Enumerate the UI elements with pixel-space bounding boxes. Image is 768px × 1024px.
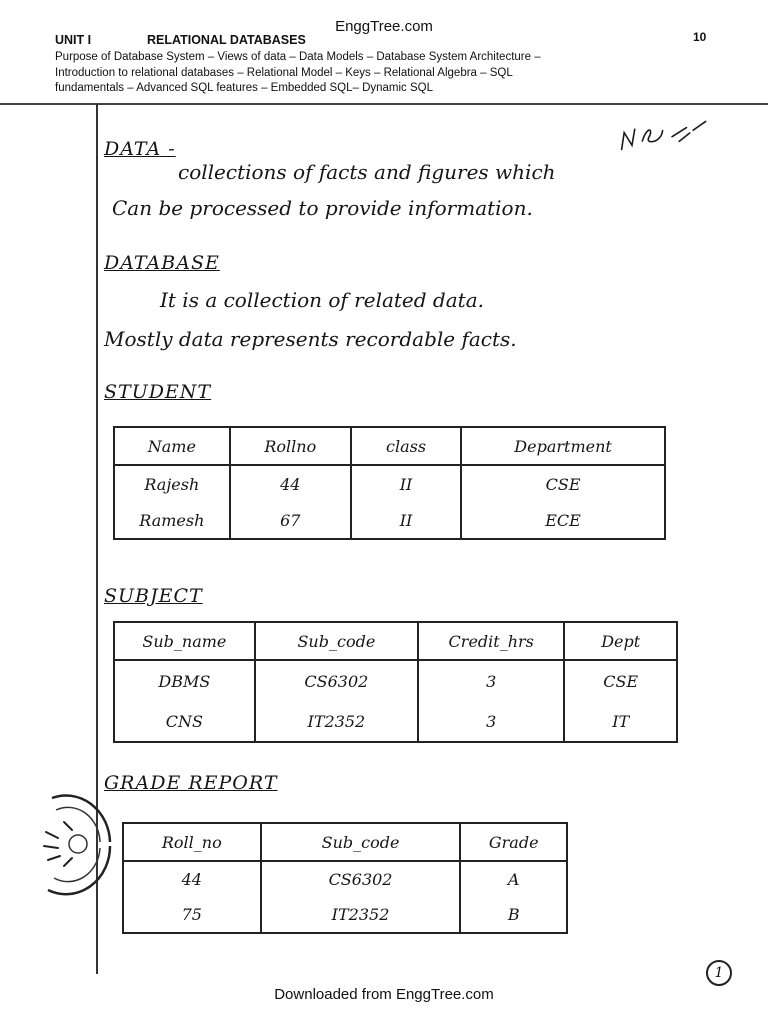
column-header: Roll_no bbox=[123, 823, 261, 861]
student-table bbox=[113, 426, 666, 540]
column-header: Rollno bbox=[230, 427, 351, 465]
grade-report-table bbox=[122, 822, 568, 934]
signature-scribble bbox=[613, 108, 718, 162]
table-row bbox=[114, 465, 665, 502]
table-cell: CS6302 bbox=[255, 660, 418, 701]
table-cell: CNS bbox=[114, 701, 255, 742]
database-definition-line: Mostly data represents recordable facts. bbox=[104, 327, 517, 351]
unit-heading bbox=[55, 33, 306, 47]
table-cell: DBMS bbox=[114, 660, 255, 701]
table-cell: IT bbox=[564, 701, 677, 742]
column-header: Name bbox=[114, 427, 230, 465]
data-definition-line: collections of facts and figures which bbox=[178, 160, 556, 184]
table-cell: 3 bbox=[418, 660, 564, 701]
column-header: Sub_code bbox=[261, 823, 461, 861]
table-cell: CS6302 bbox=[261, 861, 461, 897]
page-number: 10 bbox=[693, 30, 707, 44]
column-header: Sub_code bbox=[255, 622, 418, 660]
table-header-row bbox=[114, 427, 665, 465]
data-definition-line: Can be processed to provide information. bbox=[112, 196, 533, 220]
table-header-row bbox=[123, 823, 567, 861]
heading-database: DATABASE bbox=[104, 252, 220, 274]
page-circle-number: 1 bbox=[706, 960, 732, 986]
institution-stamp bbox=[38, 792, 112, 896]
column-header: Credit_hrs bbox=[418, 622, 564, 660]
table-cell: B bbox=[460, 897, 567, 933]
table-header-row bbox=[114, 622, 677, 660]
table-cell: 75 bbox=[123, 897, 261, 933]
grade-report-title: GRADE REPORT bbox=[104, 772, 278, 794]
syllabus-line: Purpose of Database System – Views of data – Data Models – Database System Architecture – bbox=[55, 51, 541, 63]
table-row bbox=[123, 861, 567, 897]
table-row bbox=[114, 701, 677, 742]
site-header: EnggTree.com bbox=[335, 18, 433, 35]
student-table-title: STUDENT bbox=[104, 381, 212, 403]
table-cell: IT2352 bbox=[255, 701, 418, 742]
column-header: Dept bbox=[564, 622, 677, 660]
table-cell: IT2352 bbox=[261, 897, 461, 933]
footer-text: Downloaded from EnggTree.com bbox=[274, 986, 494, 1003]
subject-table bbox=[113, 621, 678, 743]
header-rule bbox=[0, 103, 768, 105]
stamp-seal-icon bbox=[38, 792, 112, 896]
table-row bbox=[114, 660, 677, 701]
table-cell: ECE bbox=[461, 502, 665, 539]
handwritten-signature bbox=[613, 108, 719, 166]
unit-label: UNIT I bbox=[55, 33, 92, 47]
table-cell: II bbox=[351, 465, 461, 502]
table-cell: CSE bbox=[461, 465, 665, 502]
table-cell: Ramesh bbox=[114, 502, 230, 539]
column-header: Sub_name bbox=[114, 622, 255, 660]
table-cell: II bbox=[351, 502, 461, 539]
table-cell: 44 bbox=[230, 465, 351, 502]
table-cell: A bbox=[460, 861, 567, 897]
column-header: Department bbox=[461, 427, 665, 465]
syllabus-line: fundamentals – Advanced SQL features – Embedded SQL– Dynamic SQL bbox=[55, 82, 434, 94]
table-cell: CSE bbox=[564, 660, 677, 701]
column-header: class bbox=[351, 427, 461, 465]
subject-table-title: SUBJECT bbox=[104, 585, 203, 607]
table-cell: 67 bbox=[230, 502, 351, 539]
table-cell: 3 bbox=[418, 701, 564, 742]
table-cell: Rajesh bbox=[114, 465, 230, 502]
unit-title: RELATIONAL DATABASES bbox=[147, 33, 306, 47]
heading-data: DATA - bbox=[104, 138, 176, 160]
syllabus-line: Introduction to relational databases – Relational Model – Keys – Relational Algebra – SQL bbox=[55, 66, 513, 79]
column-header: Grade bbox=[460, 823, 567, 861]
table-row bbox=[123, 897, 567, 933]
syllabus-block bbox=[55, 50, 720, 97]
table-cell: 44 bbox=[123, 861, 261, 897]
database-definition-line: It is a collection of related data. bbox=[160, 288, 484, 312]
table-row bbox=[114, 502, 665, 539]
